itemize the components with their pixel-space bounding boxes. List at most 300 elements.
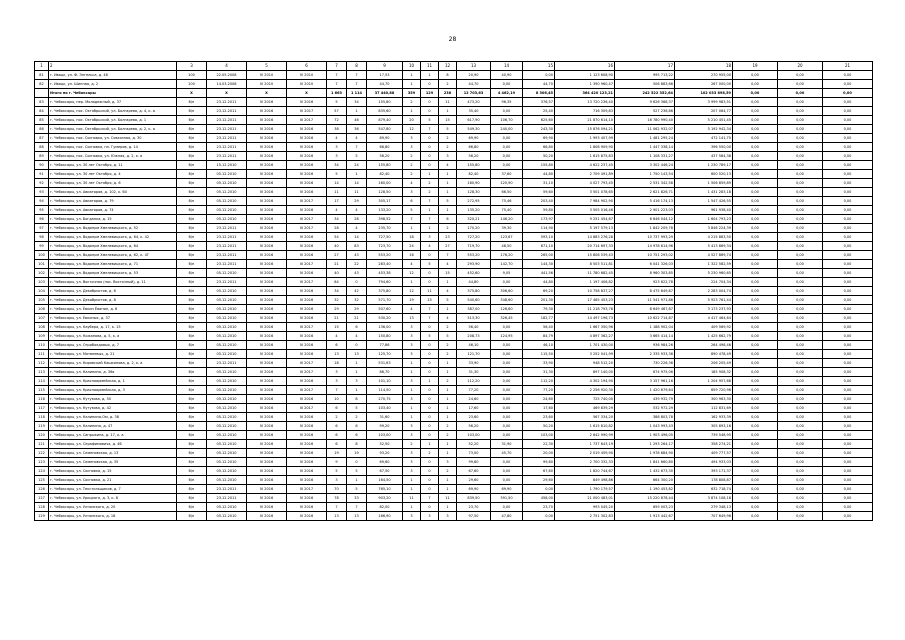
table-cell: 2 709 491,89 (555, 170, 615, 179)
table-cell: 162 933,39 (675, 413, 733, 422)
table-cell: 2 (439, 323, 457, 332)
table-cell: 52,50 (367, 440, 403, 449)
table-cell: 3 302 446,24 (615, 161, 675, 170)
table-cell: 0,00 (733, 494, 778, 503)
table-cell: 0,00 (523, 512, 555, 521)
table-cell: 0,00 (733, 449, 778, 458)
table-row (35, 134, 873, 143)
table-cell: IV 2016 (247, 305, 287, 314)
table-cell: б/н (177, 449, 207, 458)
table-cell: 531,63 (367, 359, 403, 368)
table-cell: г. Чебоксары, пос. Сосновка, ул. Южная, д. 2, к. а (49, 152, 177, 161)
table-cell: г. Чебоксары, ул. 30 лет Октября, д. 11 (49, 161, 177, 170)
table-cell: 106,70 (491, 116, 523, 125)
table-cell: 18 (403, 233, 421, 242)
table-row (35, 170, 873, 179)
table-cell: 1 820 744,67 (555, 467, 615, 476)
table-cell: 0,00 (823, 422, 873, 431)
table-cell: г. Чебоксары, ул. Сосновка, д. 15 (49, 467, 177, 476)
table-cell: 0,00 (733, 98, 778, 107)
table-cell: 0,00 (778, 224, 823, 233)
table-cell: 398,52 (367, 215, 403, 224)
table-cell: 3 501 078,65 (555, 188, 615, 197)
table-cell: 43 (347, 269, 367, 278)
table-cell: г. Чебоксары, ул. 30 лет Октября, д. 4 (49, 170, 177, 179)
table-cell: IV 2016 (247, 206, 287, 215)
table-cell: 320,21 (457, 215, 491, 224)
table-cell: 20,90 (457, 71, 491, 80)
table-cell: 3 (327, 377, 347, 386)
table-cell: 44,80 (523, 170, 555, 179)
table-cell: 0,00 (778, 125, 823, 134)
table-cell: 6 (403, 197, 421, 206)
table-cell: 20,00 (523, 449, 555, 458)
table-cell: 6 646 044,12 (615, 215, 675, 224)
table-cell: 56,20 (367, 152, 403, 161)
table-cell: 36 (347, 125, 367, 134)
table-cell: 46 (347, 116, 367, 125)
table-cell: 100 (177, 80, 207, 89)
table-cell: 69,90 (491, 485, 523, 494)
table-row (35, 161, 873, 170)
table-cell: 67,60 (457, 467, 491, 476)
table-cell: 1 (439, 440, 457, 449)
table-cell: г. Чебоксары, ул. Семеновская, д. 13 (49, 449, 177, 458)
table-cell: 1 197 406,82 (555, 278, 615, 287)
table-cell: 532 972,29 (615, 404, 675, 413)
table-cell: 05.12.2010 (207, 206, 247, 215)
table-cell: б/н (177, 512, 207, 521)
table-cell: 0,00 (778, 359, 823, 368)
table-cell: б/н (177, 233, 207, 242)
table-cell: 47,80 (491, 512, 523, 521)
table-cell: 1 506 859,89 (675, 179, 733, 188)
table-cell: 5 230 960,65 (675, 269, 733, 278)
table-row (35, 314, 873, 323)
table-cell: б/н (177, 269, 207, 278)
table-cell: 0,00 (733, 359, 778, 368)
table-cell: 1 204 957,68 (675, 377, 733, 386)
table-cell: 3 (403, 395, 421, 404)
table-cell: 765,10 (367, 485, 403, 494)
table-cell: 50,20 (523, 422, 555, 431)
table-cell: IV 2016 (287, 134, 327, 143)
table-cell: 8 306,45 (523, 89, 555, 98)
column-number: 5 (247, 62, 287, 71)
table-cell: 2 (403, 440, 421, 449)
table-cell: 0,00 (823, 80, 873, 89)
table-cell: 0,00 (778, 233, 823, 242)
table-cell: 4 (347, 224, 367, 233)
table-cell: 4 (347, 206, 367, 215)
table-cell: 2 (403, 152, 421, 161)
table-cell: 0,00 (778, 431, 823, 440)
table-cell: б/н (177, 107, 207, 116)
table-cell: 99,60 (523, 458, 555, 467)
table-cell: 1 913 442,67 (615, 512, 675, 521)
table-cell: 40 (327, 242, 347, 251)
table-cell: 1 (439, 305, 457, 314)
table-cell: 3 (403, 323, 421, 332)
table-cell: 10 737 993,29 (615, 233, 675, 242)
table-cell: 13 720 236,40 (555, 98, 615, 107)
table-cell: 1 (439, 170, 457, 179)
table-cell: 1 (439, 188, 457, 197)
table-cell: б/н (177, 287, 207, 296)
table-cell: 1 (403, 224, 421, 233)
table-cell: 0,00 (778, 368, 823, 377)
table-cell: 0,00 (823, 494, 873, 503)
table-cell: 129 (421, 89, 439, 98)
table-cell: 3 (421, 512, 439, 521)
table-cell: 7 (347, 503, 367, 512)
table-cell: 0,00 (778, 116, 823, 125)
table-cell: IV 2016 (287, 125, 327, 134)
table-cell: 23.12.2011 (207, 224, 247, 233)
table-cell: 3 (403, 422, 421, 431)
table-cell: 16 (403, 251, 421, 260)
table-cell: г. Чебоксары, пос. Октябрьский, ул. Болгарева, д. 4, к. а (49, 107, 177, 116)
table-cell: 2 (421, 188, 439, 197)
table-cell: IV 2016 (247, 278, 287, 287)
table-cell: 70 (327, 485, 347, 494)
table-cell: г. Чебоксары, ул. Авиаторов, д. 102, к. б4 (49, 188, 177, 197)
table-cell: г. Чебоксары, ул. Декабристов, д. 8 (49, 296, 177, 305)
table-cell: IV 2016 (287, 476, 327, 485)
table-cell: 85 (35, 116, 49, 125)
table-cell: 0 (421, 143, 439, 152)
table-cell: 0,00 (733, 422, 778, 431)
table-cell: 4 622 237,45 (555, 161, 615, 170)
table-cell: 0,00 (823, 134, 873, 143)
table-cell: 0,00 (733, 350, 778, 359)
table-cell: 453,38 (367, 269, 403, 278)
table-cell: 6 (327, 440, 347, 449)
table-cell: 7 (347, 71, 367, 80)
table-cell: 56,20 (457, 152, 491, 161)
table-cell: 0,00 (823, 170, 873, 179)
table-cell: 1 481 295,24 (615, 134, 675, 143)
table-cell: 306,60 (491, 287, 523, 296)
table-cell: 839,50 (457, 494, 491, 503)
table-cell: 7 984 902,90 (555, 197, 615, 206)
column-number: 16 (555, 62, 615, 71)
table-cell: 19 (347, 449, 367, 458)
table-cell: 730 226,36 (615, 359, 675, 368)
table-row (35, 242, 873, 251)
table-cell: б/н (177, 314, 207, 323)
table-cell: 5 (439, 125, 457, 134)
table-cell: IV 2016 (247, 467, 287, 476)
table-cell: 2 (439, 224, 457, 233)
table-cell: 0 (421, 413, 439, 422)
table-cell: 300 963,30 (675, 395, 733, 404)
table-cell: 0,00 (733, 395, 778, 404)
table-cell: 0,00 (733, 287, 778, 296)
table-cell: IV 2016 (247, 431, 287, 440)
table-cell: 14 978 614,96 (615, 242, 675, 251)
table-cell: 671,10 (523, 242, 555, 251)
table-cell: 961 938,40 (675, 206, 733, 215)
table-cell: IV 2016 (287, 251, 327, 260)
table-cell: 0 (421, 251, 439, 260)
table-cell: 0,00 (778, 494, 823, 503)
table-cell: 0,00 (491, 431, 523, 440)
table-cell: 15.12.2010 (207, 161, 247, 170)
table-cell: 0,00 (778, 395, 823, 404)
table-cell: 0,00 (778, 71, 823, 80)
table-cell: 1 (403, 503, 421, 512)
table-cell: IV 2016 (287, 467, 327, 476)
table-cell: 112 (35, 359, 49, 368)
table-cell: 1 425 662,79 (675, 332, 733, 341)
table-cell: 1 (403, 413, 421, 422)
table-cell: 2 (439, 143, 457, 152)
table-cell: 5 (439, 332, 457, 341)
table-cell: 106 (35, 305, 49, 314)
table-cell: 723,70 (367, 242, 403, 251)
table-cell: IV 2016 (247, 233, 287, 242)
table-cell: 3 999 983,51 (675, 98, 733, 107)
table-cell: б/н (177, 404, 207, 413)
table-cell: 0,00 (733, 89, 778, 98)
table-row (35, 368, 873, 377)
table-cell: б/н (177, 116, 207, 125)
table-cell: 4 (439, 260, 457, 269)
table-cell: 10 751 293,02 (615, 251, 675, 260)
table-cell: 37 440,88 (367, 89, 403, 98)
table-cell: 0,00 (733, 134, 778, 143)
table-cell: 8 649 467,87 (615, 305, 675, 314)
table-cell: 235,70 (367, 224, 403, 233)
table-cell: 0 (421, 359, 439, 368)
table-cell: 43 (347, 251, 367, 260)
table-row (35, 188, 873, 197)
table-cell: IV 2016 (247, 188, 287, 197)
table-row (35, 332, 873, 341)
table-cell: 69,90 (523, 134, 555, 143)
table-cell: III 2017 (287, 215, 327, 224)
table-cell: 3 (327, 476, 347, 485)
table-cell: 15 (439, 116, 457, 125)
table-cell: 33,90 (523, 359, 555, 368)
table-cell: 103 (35, 278, 49, 287)
table-row (35, 386, 873, 395)
table-cell: 0 (421, 161, 439, 170)
table-cell: 98 (35, 233, 49, 242)
table-row (35, 296, 873, 305)
table-cell: 114 (35, 377, 49, 386)
table-cell: 0,00 (823, 260, 873, 269)
table-cell: б/н (177, 251, 207, 260)
table-cell: 5 413 869,34 (675, 242, 733, 251)
table-cell: 0,00 (823, 71, 873, 80)
table-cell: 102 (35, 269, 49, 278)
table-cell: IV 2016 (247, 161, 287, 170)
table-cell: 0,00 (823, 503, 873, 512)
table-cell: 0,00 (491, 467, 523, 476)
table-row (35, 431, 873, 440)
table-row (35, 305, 873, 314)
table-cell: 527 236,86 (615, 107, 675, 116)
table-cell: 35,40 (457, 107, 491, 116)
table-cell: 1 547 426,55 (675, 197, 733, 206)
table-cell: 66,50 (491, 188, 523, 197)
table-cell: 7 (421, 125, 439, 134)
table-cell: IV 2010 (287, 80, 327, 89)
table-cell: 12 703,63 (457, 89, 491, 98)
table-cell: 0,00 (778, 251, 823, 260)
table-cell: 0,00 (733, 116, 778, 125)
column-number: 21 (823, 62, 873, 71)
table-cell: 7 (421, 197, 439, 206)
table-cell: 0,00 (733, 161, 778, 170)
table-cell: б/н (177, 125, 207, 134)
table-cell: 0 (421, 431, 439, 440)
table-cell: III 2017 (287, 224, 327, 233)
table-cell: 31,30 (457, 368, 491, 377)
table-cell: г. Чебоксары, ул. Водопрм Хмелевицкого, д. 52 (49, 224, 177, 233)
table-cell: 44,80 (523, 278, 555, 287)
table-cell: 05.12.2010 (207, 503, 247, 512)
table-cell: 5 (327, 467, 347, 476)
table-cell: 05.12.2010 (207, 170, 247, 179)
table-cell: 42 (347, 287, 367, 296)
table-cell: 05.12.2010 (207, 413, 247, 422)
table-row (35, 413, 873, 422)
table-cell: 17,53 (367, 71, 403, 80)
table-cell: 409 569,92 (675, 323, 733, 332)
table-cell: б/н (177, 458, 207, 467)
table-cell: IV 2016 (247, 152, 287, 161)
table-cell: 116 (35, 395, 49, 404)
table-cell: 0,00 (733, 71, 778, 80)
table-cell: г. Чебоксары, ул. Сапрыкина, д. 17, к. а (49, 431, 177, 440)
table-cell: 0,00 (823, 332, 873, 341)
table-cell: IV 2016 (287, 494, 327, 503)
table-cell: 12 (403, 269, 421, 278)
table-cell: 3 (403, 377, 421, 386)
table-cell: 387,00 (457, 305, 491, 314)
table-cell: 6 041 326,03 (615, 260, 675, 269)
table-cell: 121,70 (457, 350, 491, 359)
table-cell: 34 (327, 287, 347, 296)
table-cell: 1 790 179,57 (555, 485, 615, 494)
table-cell: 6 (347, 422, 367, 431)
table-cell: 11 780 682,45 (555, 269, 615, 278)
table-cell: 72 (327, 116, 347, 125)
table-cell: 1 (439, 404, 457, 413)
table-cell: IV 2016 (287, 287, 327, 296)
table-cell: 66,80 (457, 143, 491, 152)
table-cell: 67,60 (523, 467, 555, 476)
table-row (35, 395, 873, 404)
table-cell: 849 498,86 (555, 476, 615, 485)
table-cell: 625,60 (523, 116, 555, 125)
table-cell: 4 (403, 260, 421, 269)
table-cell: г. Чебоксары, пос. Сосновка, пл. Гумеров, д. 14 (49, 143, 177, 152)
table-cell: 3 874 108,18 (675, 494, 733, 503)
table-cell: 0 (421, 107, 439, 116)
column-number: 17 (615, 62, 675, 71)
table-cell: г. Чебоксары, ул. Ёвкин Ёванин, д. 6 (49, 305, 177, 314)
table-cell: 82,00 (367, 503, 403, 512)
table-cell: 473,20 (457, 98, 491, 107)
table-cell: IV 2016 (247, 314, 287, 323)
table-cell: 0,00 (491, 80, 523, 89)
table-cell: г. Чебоксары, ул. Калинина, д. 36а (49, 368, 177, 377)
table-cell: б/н (177, 188, 207, 197)
table-cell: 7 (421, 314, 439, 323)
table-cell: 3 252 041,99 (555, 350, 615, 359)
table-cell: 6 (327, 422, 347, 431)
table-cell: IV 2016 (287, 314, 327, 323)
table-cell: 73,00 (457, 449, 491, 458)
table-cell: 114,90 (523, 224, 555, 233)
table-cell: 0,00 (823, 377, 873, 386)
table-cell: 0,00 (823, 305, 873, 314)
table-cell: 0,00 (733, 152, 778, 161)
table-cell: 122 (35, 449, 49, 458)
table-cell: 05.12.2010 (207, 458, 247, 467)
table-cell: 2 (439, 341, 457, 350)
table-cell: г. Чебоксары, ул. Сосновка, д. 21 (49, 476, 177, 485)
table-cell: 469 839,29 (555, 404, 615, 413)
table-cell: 4 (403, 305, 421, 314)
table-row (35, 287, 873, 296)
table-cell: 173,97 (523, 215, 555, 224)
table-cell: 129 (35, 512, 49, 521)
table-cell: 1 (421, 377, 439, 386)
table-cell: 0,00 (823, 368, 873, 377)
table-cell: 1 114 (347, 89, 367, 98)
table-cell: 79,30 (523, 305, 555, 314)
table-cell: 14 883 276,28 (555, 233, 615, 242)
column-number: 1 (35, 62, 49, 71)
table-cell: 993 045,20 (555, 503, 615, 512)
table-cell: 121 (35, 440, 49, 449)
table-cell: 21 000 483,01 (555, 494, 615, 503)
table-cell: 4 302 194,90 (555, 377, 615, 386)
table-cell: IV 2016 (287, 242, 327, 251)
table-cell: 1 (403, 71, 421, 80)
table-cell: X (247, 89, 287, 98)
table-cell: 90 (35, 161, 49, 170)
table-cell: IV 2016 (247, 368, 287, 377)
table-cell: 05.12.2010 (207, 269, 247, 278)
table-cell: 0,00 (733, 143, 778, 152)
table-cell: 283,40 (367, 260, 403, 269)
table-cell: 05.12.2010 (207, 215, 247, 224)
table-cell: IV 2016 (287, 269, 327, 278)
table-cell: 0,00 (823, 458, 873, 467)
table-cell: IV 2016 (287, 143, 327, 152)
table-cell: 0,00 (491, 143, 523, 152)
table-cell: IV 2016 (247, 503, 287, 512)
table-cell: III 2017 (287, 197, 327, 206)
table-cell: 05.12.2010 (207, 512, 247, 521)
table-cell: 69,90 (457, 485, 491, 494)
table-cell: 1 447 338,14 (615, 143, 675, 152)
table-cell: IV 2016 (247, 440, 287, 449)
table-cell: 1 188 902,04 (615, 323, 675, 332)
table-cell: 160,90 (457, 179, 491, 188)
table-cell: г. Чебоксары, ул. Кутузова, д. 50 (49, 395, 177, 404)
table-cell: 5 923 761,44 (675, 296, 733, 305)
table-cell: 2 (439, 134, 457, 143)
table-row (35, 422, 873, 431)
table-cell: IV 2016 (247, 485, 287, 494)
